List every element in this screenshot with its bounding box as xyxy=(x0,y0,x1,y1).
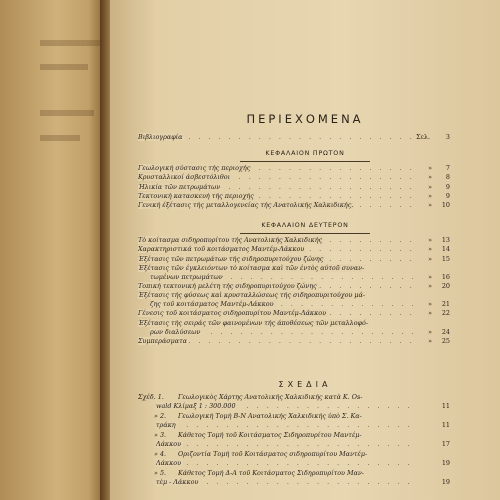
heading-rule xyxy=(240,233,370,234)
ditto-mark: » xyxy=(428,245,432,254)
drawing-title: Οριζοντία Τομή τοῦ Κοιτάσματος σιδηροπυρίτου Μαντέμ- xyxy=(178,450,368,458)
drawing-title: Κάθετος Τομή τοῦ Κοιτάσματος Σιδηροπυρίτου Μαντέμ- xyxy=(178,431,362,439)
page-prefix: Σελ. xyxy=(416,133,430,141)
page-number: 14 xyxy=(441,245,450,254)
page-title: ΠΕΡΙΕΧΟΜΕΝΑ xyxy=(246,112,364,126)
bleed-through-text xyxy=(40,110,94,116)
page-number: 11 xyxy=(441,421,450,429)
ditto-mark: » xyxy=(428,309,432,318)
ditto-mark: » xyxy=(428,236,432,244)
toc-entry-title: Έξέτασις τῶν πετρωμάτων τής σιδηροπυριτούχου ζώνης xyxy=(138,254,324,263)
page-number: 20 xyxy=(441,281,450,290)
toc-entry-title: Έξέτασις τῶν έγκλειόντων τὸ κοίτασμα καὶ τῶν έντὸς αύτοῦ συναν- xyxy=(138,263,365,272)
toc-entry-title: Έξέτασις τής σειράς τῶν φαινομένων τής άποθέσεως τῶν μεταλλοφό- xyxy=(138,318,369,327)
page-number: 13 xyxy=(441,236,450,244)
toc-entry-title: Τὸ κοίτασμα σιδηροπυρίτου τής Ανατολικής Χαλκιδικής xyxy=(138,236,323,244)
drawing-title: Κάθετος Τομή Δ-Α τοῦ Κοιτάσματος Σιδηροπυρίτου Μαν- xyxy=(178,469,364,477)
chapter-two-heading: ΚΕΦΑΛΑΙΟΝ ΔΕΥΤΕΡΟΝ xyxy=(261,222,349,229)
drawing-entry-continuation xyxy=(156,477,450,487)
page-number: 17 xyxy=(441,440,450,448)
toc-entry-title-cont: τωμένων πετρωμάτων xyxy=(150,272,223,281)
contents-page xyxy=(110,0,500,500)
ditto-mark: » xyxy=(428,254,432,263)
drawing-label: » 3. xyxy=(154,431,167,439)
left-page-edge xyxy=(0,0,104,500)
page-number: 9 xyxy=(445,182,450,191)
toc-entry-title: Συμπεράσματα xyxy=(138,336,187,345)
drawings-heading: ΣΧΕΔΙΑ xyxy=(278,380,332,389)
page-number: 19 xyxy=(441,459,450,467)
drawing-title-cont: τράκη xyxy=(156,421,176,429)
toc-entry-title: Ήλικία τῶν πετρωμάτων xyxy=(138,182,221,191)
page-number: 11 xyxy=(441,402,450,410)
drawing-title-cont: Λάκκου xyxy=(156,440,182,448)
ditto-mark: » xyxy=(428,164,432,172)
ditto-mark: » xyxy=(428,182,432,191)
drawing-title-cont: wald Κλίμαξ 1 : 300.000 xyxy=(156,402,236,410)
drawing-entry-continuation xyxy=(156,439,450,449)
toc-entry xyxy=(138,336,450,346)
heading-rule xyxy=(240,161,370,162)
toc-entry-title-cont: ρων διαλύσεων xyxy=(150,327,201,336)
drawing-entry-continuation xyxy=(156,401,450,411)
toc-entry-title: Τεκτονική κατασκευή τής περιοχής xyxy=(138,191,254,200)
page-number: 21 xyxy=(441,300,450,309)
toc-entry-title: Κρυσταλλικοί άσβεστόλιθοι xyxy=(138,173,231,182)
toc-entry-title: Γενική έξέτασις τής μεταλλογενείας τής Ανατολικής Χαλκιδικής. xyxy=(138,201,354,210)
bleed-through-text xyxy=(40,40,100,46)
ditto-mark: » xyxy=(428,201,432,210)
page-number: 7 xyxy=(445,164,450,172)
drawing-label: » 4. xyxy=(154,450,167,458)
page-number: 16 xyxy=(441,272,450,281)
page-number: 24 xyxy=(441,327,450,336)
toc-entry-title: Γεωλογική σύστασις τής περιοχής xyxy=(138,164,251,172)
page-number: 3 xyxy=(445,133,450,141)
page-number: 9 xyxy=(445,191,450,200)
toc-entry-title: Χαρακτηριστικά τοῦ κοιτάσματος Μαντέμ-Λάκκου xyxy=(138,245,305,254)
toc-entry-title: Έξέτασις τής φύσεως καὶ κρυσταλλώσεως τής σιδηροπυριτούχου μά- xyxy=(138,291,365,300)
page-number: 15 xyxy=(441,254,450,263)
drawing-entry-continuation xyxy=(156,420,450,430)
toc-entry-title: Τοπική τεκτονική μελέτη τής σιδηροπυριτούχου ζώνης xyxy=(138,281,317,290)
drawing-title: Γεωλογική Τομή Β-Ν Ανατολικής Χαλκιδικής ύπὸ Σ. Κα- xyxy=(178,412,362,420)
bleed-through-text xyxy=(40,64,88,70)
page-number: 19 xyxy=(441,478,450,486)
drawing-title-cont: τὲμ - Λάκκου xyxy=(156,478,199,486)
drawing-title-cont: Λάκκου xyxy=(156,459,182,467)
drawing-entry-continuation xyxy=(156,458,450,468)
ditto-mark: » xyxy=(428,272,432,281)
ditto-mark: » xyxy=(428,300,432,309)
bibliography-row xyxy=(138,132,450,142)
ditto-mark: » xyxy=(428,327,432,336)
chapter-one-heading: ΚΕΦΑΛΑΙΟΝ ΠΡΩΤΟΝ xyxy=(265,150,345,157)
ditto-mark: » xyxy=(428,191,432,200)
page-number: 25 xyxy=(441,336,450,345)
drawing-label: » 2. xyxy=(154,412,167,420)
drawing-label: Σχέδ. 1. xyxy=(138,393,164,401)
bleed-through-text xyxy=(40,135,80,141)
page-number: 8 xyxy=(445,173,450,182)
toc-entry xyxy=(138,200,450,210)
page-number: 10 xyxy=(441,201,450,210)
toc-entry-title-cont: ζης τοῦ κοιτάσματος Μαντέμ-Λάκκου xyxy=(150,300,274,309)
ditto-mark: » xyxy=(428,336,432,345)
bibliography-label: Βιβλιογραφία xyxy=(138,133,183,141)
toc-entry-title: Γένεσις τοῦ κοιτάσματος σιδηροπυρίτου Μαντέμ-Λάκκου xyxy=(138,309,327,318)
drawing-title: Γεωλογικὸς Χάρτης Ανατολικής Χαλκιδικής κατὰ Κ. Os- xyxy=(178,393,363,401)
ditto-mark: » xyxy=(428,281,432,290)
ditto-mark: » xyxy=(428,173,432,182)
page-number: 22 xyxy=(441,309,450,318)
drawing-label: » 5. xyxy=(154,469,167,477)
